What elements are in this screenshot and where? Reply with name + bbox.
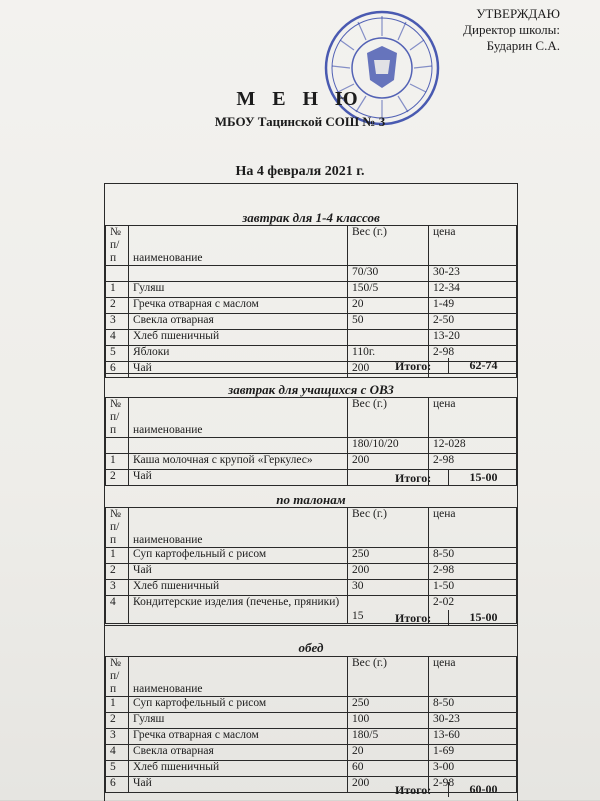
- col-num-header: № п/п: [106, 226, 129, 266]
- col-weight-header: Вес (г.): [348, 508, 429, 548]
- row-name: Свекла отварная: [129, 745, 348, 761]
- row-num: 1: [106, 454, 129, 470]
- row-weight: 20: [348, 745, 429, 761]
- row-price: 30-23: [429, 266, 517, 282]
- row-weight: 110г.: [348, 346, 429, 362]
- row-weight: 15: [348, 596, 429, 624]
- row-price: 2-98: [429, 777, 517, 793]
- row-name: Суп картофельный с рисом: [129, 697, 348, 713]
- col-name-header: наименование: [129, 508, 348, 548]
- table-header-row: [106, 398, 517, 438]
- row-weight: 200: [348, 564, 429, 580]
- row-weight: 200: [348, 362, 429, 378]
- row-num: [106, 266, 129, 282]
- row-price: 1-69: [429, 745, 517, 761]
- section-divider: [105, 485, 517, 486]
- row-weight: 150/5: [348, 282, 429, 298]
- coupons-table: [105, 507, 517, 624]
- row-num: 2: [106, 564, 129, 580]
- page-title: М Е Н Ю: [236, 88, 364, 110]
- row-name: Гуляш: [129, 713, 348, 729]
- row-price: 2-98: [429, 454, 517, 470]
- row-num: 2: [106, 298, 129, 314]
- table-row: [106, 282, 517, 298]
- col-name-header: наименование: [129, 657, 348, 697]
- menu-table-frame: [104, 183, 518, 801]
- row-weight: [348, 330, 429, 346]
- total-row: [105, 470, 517, 486]
- row-price: 8-50: [429, 548, 517, 564]
- col-num-header: № п/п: [106, 398, 129, 438]
- col-name-header: наименование: [129, 398, 348, 438]
- school-name: МБОУ Тацинской СОШ № 3: [214, 114, 386, 129]
- row-price: 2-98: [429, 564, 517, 580]
- row-num: 3: [106, 580, 129, 596]
- row-weight: 250: [348, 697, 429, 713]
- total-value: 15-00: [448, 610, 518, 625]
- row-num: [106, 438, 129, 454]
- table-row: [106, 713, 517, 729]
- table-row: [106, 330, 517, 346]
- section-title-breakfast-1-4: завтрак для 1-4 классов: [242, 210, 380, 225]
- total-label: Итого:: [395, 359, 432, 373]
- row-weight: 250: [348, 548, 429, 564]
- row-name: Хлеб пшеничный: [129, 761, 348, 777]
- row-name: [129, 266, 348, 282]
- approval-name: Бударин С.А.: [486, 38, 560, 53]
- table-row: [106, 580, 517, 596]
- table-row: [106, 298, 517, 314]
- col-num-header: № п/п: [106, 657, 129, 697]
- total-row: [105, 782, 517, 798]
- table-row: [106, 761, 517, 777]
- section-title-coupons: по талонам: [276, 492, 346, 507]
- total-row: [105, 610, 517, 626]
- section-divider: [105, 625, 517, 626]
- row-price: 13-20: [429, 330, 517, 346]
- col-weight-header: Вес (г.): [348, 657, 429, 697]
- row-num: 1: [106, 697, 129, 713]
- section-divider: [105, 373, 517, 374]
- table-row: [106, 697, 517, 713]
- row-name: Чай: [129, 362, 348, 378]
- row-num: 6: [106, 362, 129, 378]
- row-price: 2-98: [429, 346, 517, 362]
- table-row: [106, 438, 517, 454]
- table-header-row: [106, 657, 517, 697]
- table-row: [106, 745, 517, 761]
- row-weight: 180/5: [348, 729, 429, 745]
- row-weight: 30: [348, 580, 429, 596]
- row-name: Гречка отварная с маслом: [129, 729, 348, 745]
- row-price: 12-34: [429, 282, 517, 298]
- row-num: 3: [106, 314, 129, 330]
- row-price: 2-50: [429, 314, 517, 330]
- menu-date: На 4 февраля 2021 г.: [235, 164, 365, 179]
- total-label: Итого:: [395, 611, 432, 625]
- total-value: 60-00: [448, 782, 518, 797]
- row-price: 1-50: [429, 580, 517, 596]
- row-weight: 200: [348, 454, 429, 470]
- row-num: 3: [106, 729, 129, 745]
- row-price: 8-50: [429, 697, 517, 713]
- section-title-lunch: обед: [298, 640, 324, 655]
- row-name: Каша молочная с крупой «Геркулес»: [129, 454, 348, 470]
- row-price: 30-23: [429, 713, 517, 729]
- lunch-table: [105, 656, 517, 793]
- row-price: 13-60: [429, 729, 517, 745]
- col-weight-header: Вес (г.): [348, 398, 429, 438]
- row-weight: 180/10/20: [348, 438, 429, 454]
- approval-title: УТВЕРЖДАЮ: [476, 6, 560, 21]
- col-price-header: цена: [429, 508, 517, 548]
- row-name: Хлеб пшеничный: [129, 580, 348, 596]
- row-num: 5: [106, 346, 129, 362]
- row-weight: 60: [348, 761, 429, 777]
- total-value: 15-00: [448, 470, 518, 485]
- row-price: 2-02: [429, 596, 517, 624]
- row-num: 2: [106, 470, 129, 486]
- total-label: Итого:: [395, 783, 432, 797]
- row-num: 1: [106, 548, 129, 564]
- col-num-header: № п/п: [106, 508, 129, 548]
- approval-block: [463, 6, 560, 54]
- approval-position: Директор школы:: [463, 22, 560, 37]
- row-num: 6: [106, 777, 129, 793]
- table-row: [106, 266, 517, 282]
- row-num: 5: [106, 761, 129, 777]
- col-weight-header: Вес (г.): [348, 226, 429, 266]
- row-name: Яблоки: [129, 346, 348, 362]
- row-weight: 200: [348, 777, 429, 793]
- row-num: 4: [106, 596, 129, 624]
- section-title-breakfast-ovz: завтрак для учащихся с ОВЗ: [228, 382, 394, 397]
- table-row: [106, 564, 517, 580]
- row-num: 2: [106, 713, 129, 729]
- row-name: Кондитерские изделия (печенье, пряники): [129, 596, 348, 624]
- row-price: 12-028: [429, 438, 517, 454]
- total-value: 62-74: [448, 358, 518, 373]
- table-row: [106, 729, 517, 745]
- row-name: Гречка отварная с маслом: [129, 298, 348, 314]
- row-name: Хлеб пшеничный: [129, 330, 348, 346]
- table-row: [106, 314, 517, 330]
- row-price: 1-49: [429, 298, 517, 314]
- total-row: [105, 358, 517, 374]
- table-row: [106, 548, 517, 564]
- total-label: Итого:: [395, 471, 432, 485]
- row-weight: 20: [348, 298, 429, 314]
- table-row: [106, 454, 517, 470]
- breakfast-1-4-table: [105, 225, 517, 378]
- row-num: 4: [106, 745, 129, 761]
- table-header-row: [106, 508, 517, 548]
- row-name: Суп картофельный с рисом: [129, 548, 348, 564]
- col-price-header: цена: [429, 226, 517, 266]
- row-name: Гуляш: [129, 282, 348, 298]
- row-name: [129, 438, 348, 454]
- row-name: Свекла отварная: [129, 314, 348, 330]
- row-name: Чай: [129, 470, 348, 486]
- row-price: 3-00: [429, 761, 517, 777]
- col-price-header: цена: [429, 398, 517, 438]
- row-num: 1: [106, 282, 129, 298]
- row-weight: 100: [348, 713, 429, 729]
- col-price-header: цена: [429, 657, 517, 697]
- table-header-row: [106, 226, 517, 266]
- row-name: Чай: [129, 777, 348, 793]
- row-weight: 70/30: [348, 266, 429, 282]
- row-num: 4: [106, 330, 129, 346]
- row-name: Чай: [129, 564, 348, 580]
- col-name-header: наименование: [129, 226, 348, 266]
- row-weight: 50: [348, 314, 429, 330]
